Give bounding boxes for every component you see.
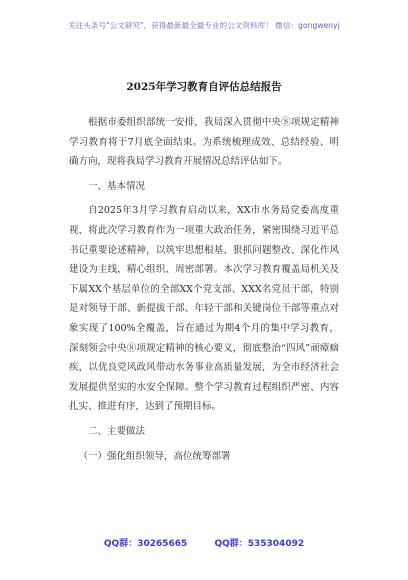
qq-group-2: QQ群：535304092 xyxy=(214,539,305,549)
document-body xyxy=(69,113,339,466)
section-heading-methods: 二、主要做法 xyxy=(88,425,146,437)
footer-qq-groups xyxy=(0,536,408,549)
subsection-heading-leadership: （一）强化组织领导，高位统筹部署 xyxy=(78,450,231,462)
section-heading-basic: 一、基本情况 xyxy=(88,180,146,192)
header-banner: 关注头条号"公文研究"，获得最新最全最专业的公文资料库！ 微信：gongwenyj xyxy=(68,21,340,30)
intro-paragraph: 根据市委组织部统一安排，我局深入贯彻中央⑧项规定精神学习教育将于7月底全面结束。为系统梳理成效、总结经验、明确方向，现将我局学习教育开展情况总结评估如下。 xyxy=(69,117,339,168)
document-title: 2025年学习教育自评估总结报告 xyxy=(126,81,282,93)
section-basic-paragraph: 自2025年3月学习教育启动以来，XX市水务局党委高度重视，将此次学习教育作为一项重大政治任务，紧密围绕习近平总书记重要论述精神，以筑牢思想根基、狠抓问题整改、深化作风建设为主线，精心组织、周密部署。本次学习教育覆盖局机关及下属XX个基层单位的全部XX个党支部、XXX名党员干部，特别是对领导干部、新提拔干部、年轻干部和关键岗位干部等重点对象实现了100%全覆盖，旨在通过为期4个月的集中学习教育，深刻领会中央⑧项规定精神的核心要义，彻底整治“四风”顽瘴痼疾，以优良党风政风带动水务事业高质量发展，为全市经济社会发展提供坚实的水安全保障。整个学习教育过程组织严密、内容扎实、推进有序，达到了预期目标。 xyxy=(69,205,339,413)
qq-group-1: QQ群：30265665 xyxy=(103,539,188,549)
